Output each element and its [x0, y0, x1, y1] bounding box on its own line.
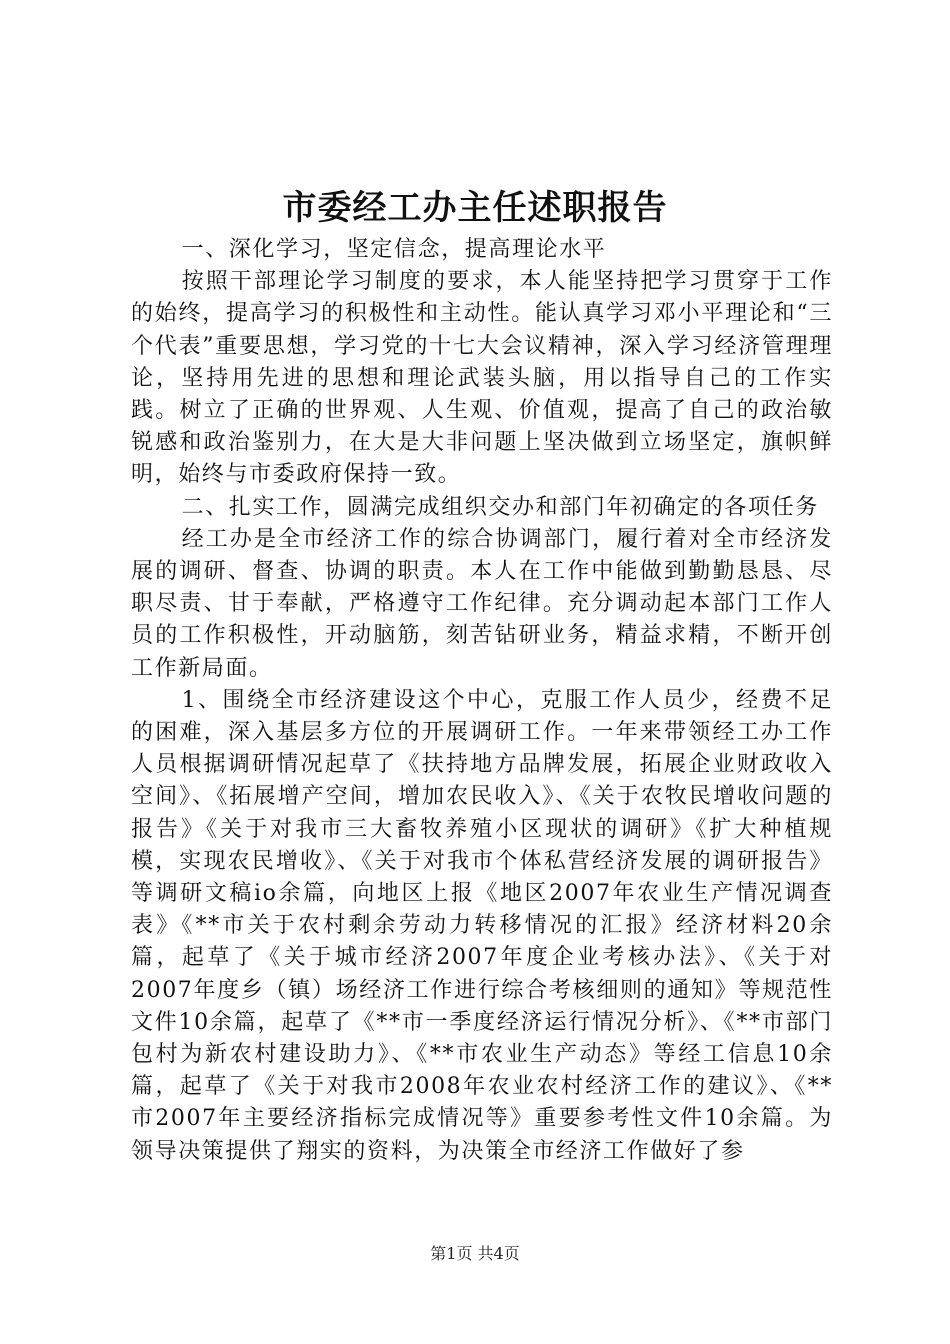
- document-body: [131, 234, 833, 1168]
- section-heading-2: 二、扎实工作，圆满完成组织交办和部门年初确定的各项任务: [181, 494, 819, 520]
- body-paragraph: 1、围绕全市经济建设这个中心，克服工作人员少，经费不足的困难，深入基层多方位的开展调研工作。一年来带领经工办工作人员根据调研情况起草了《扶持地方品牌发展，拓展企业财政收入空间》、《拓展增产空间，增加农民收入》、《关于农牧民增收问题的报告》《关于对我市三大畜牧养殖小区现状的调研》《扩大种植规模，实现农民增收》、《关于对我市个体私营经济发展的调研报告》等调研文稿io余篇，向地区上报《地区2007年农业生产情况调查表》《**市关于农村剩余劳动力转移情况的汇报》经济材料20余篇，起草了《关于城市经济2007年度企业考核办法》、《关于对2007年度乡（镇）场经济工作进行综合考核细则的通知》等规范性文件10余篇，起草了《**市一季度经济运行情况分析》、《**市部门包村为新农村建设助力》、《**市农业生产动态》等经工信息10余篇，起草了《关于对我市2008年农业农村经济工作的建议》、《**市2007年主要经济指标完成情况等》重要参考性文件10余篇。为领导决策提供了翔实的资料，为决策全市经济工作做好了参: [131, 687, 833, 1164]
- document-title: 市委经工办主任述职报告: [282, 188, 668, 228]
- body-paragraph: 经工办是全市经济工作的综合协调部门，履行着对全市经济发展的调研、督查、协调的职责。本人在工作中能做到勤勤恳恳、尽职尽责、甘于奉献，严格遵守工作纪律。充分调动起本部门工作人员的工作积极性，开动脑筋，刻苦钻研业务，精益求精，不断开创工作新局面。: [131, 526, 833, 681]
- body-paragraph: 按照干部理论学习制度的要求，本人能坚持把学习贯穿于工作的始终，提高学习的积极性和主动性。能认真学习邓小平理论和“三个代表”重要思想，学习党的十七大会议精神，深入学习经济管理理论，坚持用先进的思想和理论武装头脑，用以指导自己的工作实践。树立了正确的世界观、人生观、价值观，提高了自己的政治敏锐感和政治鉴别力，在大是大非问题上坚决做到立场坚定，旗帜鲜明，始终与市委政府保持一致。: [131, 269, 833, 488]
- page-footer: 第1页 共4页: [430, 1244, 520, 1263]
- section-heading-1: 一、深化学习，坚定信念，提高理论水平: [181, 237, 607, 262]
